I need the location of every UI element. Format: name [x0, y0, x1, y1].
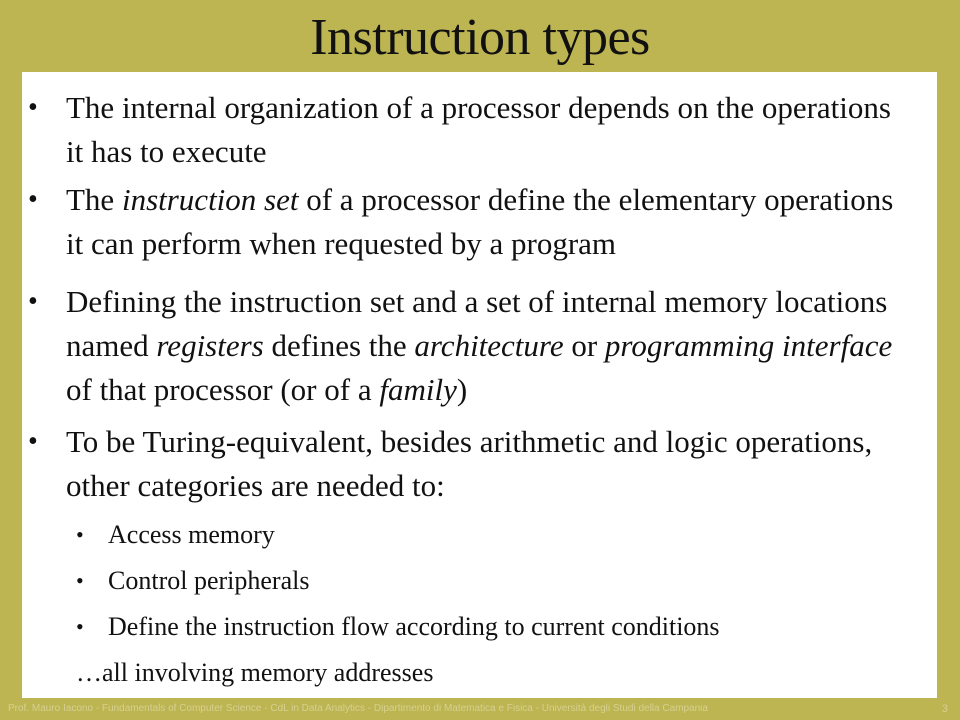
subbullet-marker: • [76, 568, 84, 593]
subbullet-text: Define the instruction flow according to current conditions [108, 612, 720, 641]
bullet-text-part: Defining the instruction set and a set of internal memory locations named [66, 284, 888, 363]
subbullet-item [22, 518, 882, 552]
page-number: 3 [941, 703, 948, 715]
bullet-item [22, 280, 902, 412]
bullet-text-part: or [563, 328, 605, 363]
bullet-marker: • [28, 92, 38, 123]
subbullet-text: Control peripherals [108, 566, 310, 595]
content-panel [22, 72, 937, 698]
term-registers: registers [156, 328, 264, 363]
subbullet-item [22, 564, 882, 598]
footer-text: Prof. Mauro Iacono - Fundamentals of Computer Science - CdL in Data Analytics - Dipartimento di Matematica e Fisica - Università degli Studi della Campania [8, 703, 708, 714]
subbullet-item [22, 610, 882, 644]
bullet-item [22, 420, 902, 508]
term-family: family [379, 372, 457, 407]
slide-title: Instruction types [310, 9, 650, 66]
term-instruction-set: instruction set [121, 182, 299, 217]
bullet-text [66, 280, 902, 412]
bullet-text-part: The internal organization of a processor depends on the operations it has to execute [66, 90, 891, 169]
subbullet-text: Access memory [108, 520, 275, 549]
bullet-text-part: The [66, 182, 122, 217]
subbullet-marker: • [76, 522, 84, 547]
bullet-text-part: of that processor (or of a [66, 372, 380, 407]
bullet-text [66, 178, 902, 266]
bullet-text-part: defines the [263, 328, 415, 363]
bullet-text-part: To be Turing-equivalent, besides arithmetic and logic operations, other categories are needed to: [66, 424, 873, 503]
subbullet-marker: • [76, 614, 84, 639]
bullet-marker: • [28, 286, 38, 317]
bullet-text [66, 86, 902, 174]
bullet-item [22, 178, 902, 266]
closing-note: …all involving memory addresses [76, 658, 434, 687]
bullet-item [22, 86, 902, 174]
term-programming-interface: programming interface [604, 328, 893, 363]
bullet-text-part: ) [456, 372, 468, 407]
bullet-marker: • [28, 426, 38, 457]
term-architecture: architecture [414, 328, 564, 363]
bullet-text [66, 420, 902, 508]
bullet-marker: • [28, 184, 38, 215]
bullet-text-part: of a processor define the elementary operations it can perform when requested by a program [66, 182, 894, 261]
